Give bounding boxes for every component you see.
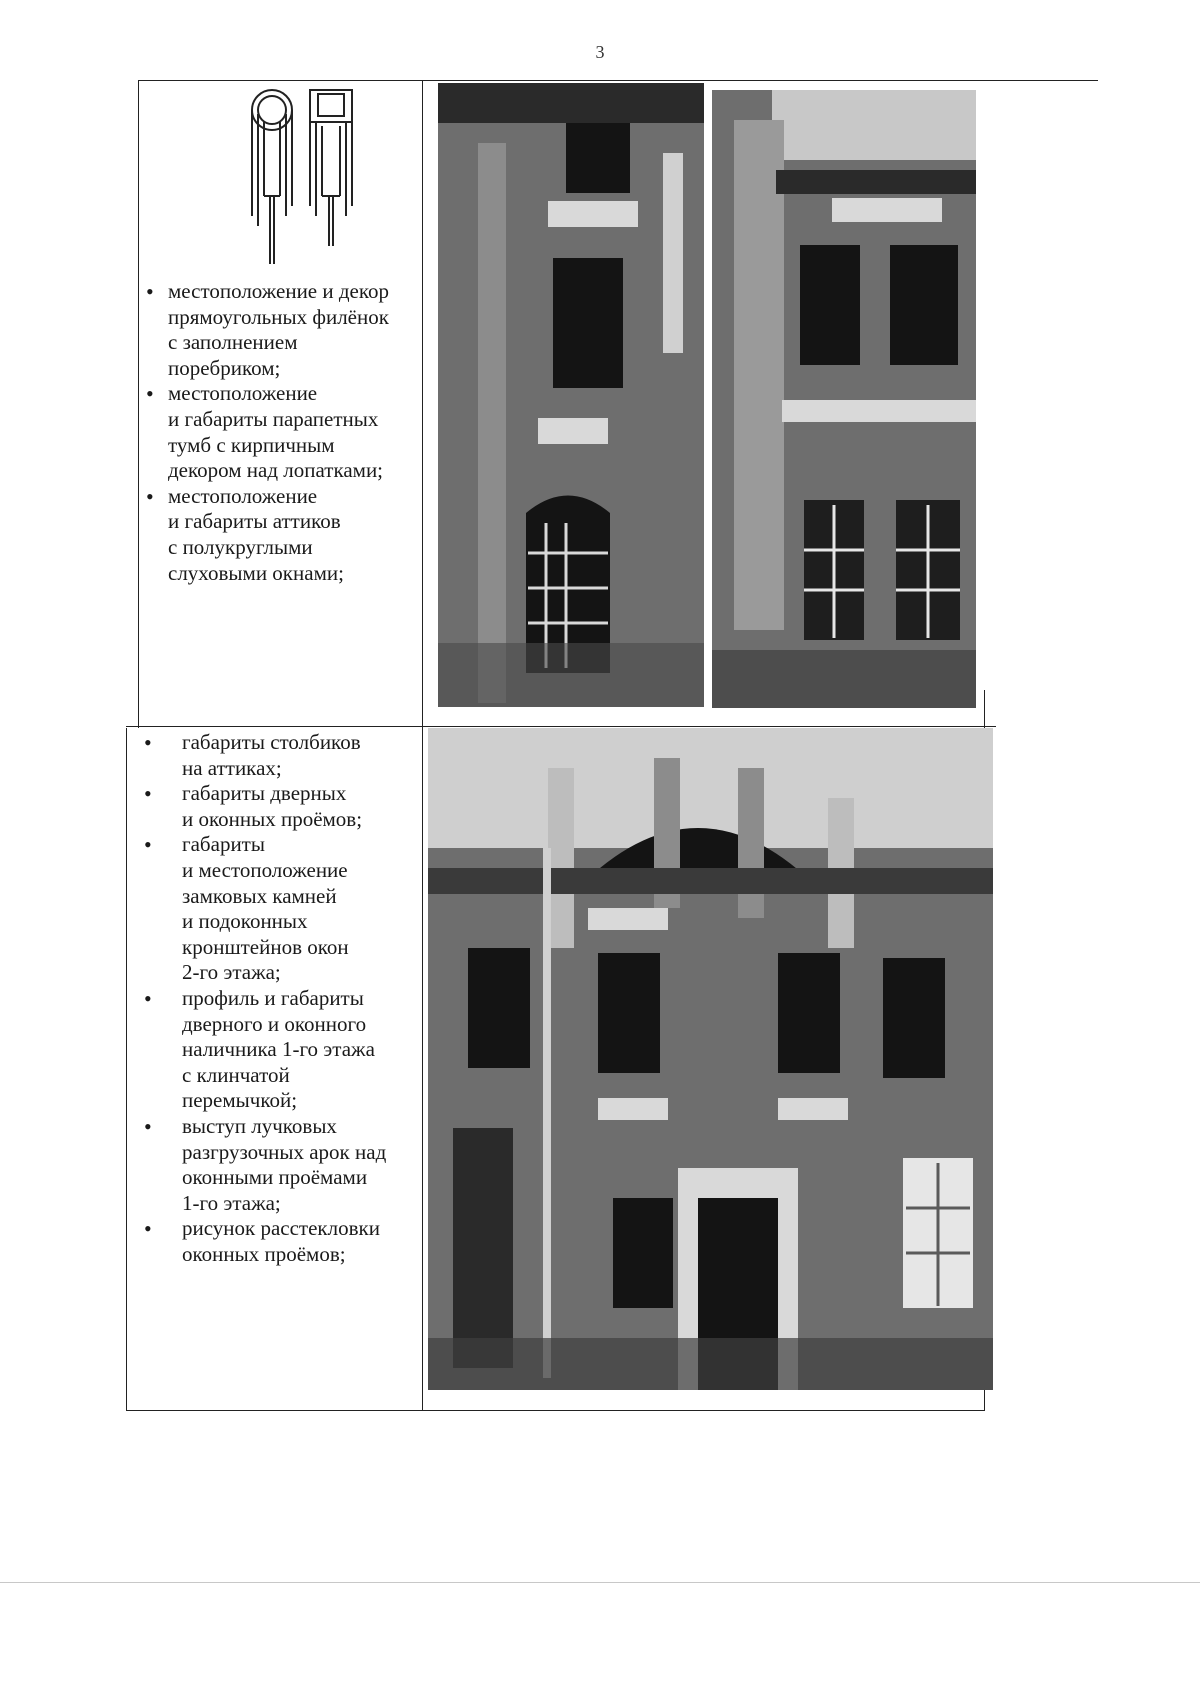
list-item: • местоположение и декор прямоугольных филёнок с заполнением поребриком; xyxy=(146,279,426,381)
row2-bullet-list xyxy=(128,730,428,1267)
list-item: • местоположение и габариты аттиков с полукруглыми слуховыми окнами; xyxy=(146,484,426,586)
art-nouveau-ornament-icon xyxy=(248,86,358,264)
table-left-border-lower xyxy=(126,728,127,1410)
table-top-border xyxy=(138,80,1098,81)
building-facade-photo-left xyxy=(438,83,704,707)
list-item: • местоположение и габариты парапетных тумб с кирпичным декором над лопатками; xyxy=(146,381,426,483)
building-entrance-facade-photo xyxy=(428,728,993,1390)
table-row-divider xyxy=(126,726,996,727)
list-item: • габариты дверных и оконных проёмов; xyxy=(128,781,428,832)
row1-bullet-list xyxy=(146,279,426,586)
building-facade-photo-right xyxy=(712,90,976,708)
list-item: • габариты столбиков на аттиках; xyxy=(128,730,428,781)
table-bottom-border xyxy=(126,1410,985,1411)
list-item: • выступ лучковых разгрузочных арок над оконными проёмами 1-го этажа; xyxy=(128,1114,428,1216)
list-item: • профиль и габариты дверного и оконного наличника 1-го этажа с клинчатой перемычкой; xyxy=(128,986,428,1114)
page-footer-line xyxy=(0,1582,1200,1583)
list-item: • рисунок расстекловки оконных проёмов; xyxy=(128,1216,428,1267)
list-item: • габариты и местоположение замковых камней и подоконных кронштейнов окон 2-го этажа; xyxy=(128,832,428,986)
table-left-border-upper xyxy=(138,80,139,728)
page-number: 3 xyxy=(595,42,605,62)
